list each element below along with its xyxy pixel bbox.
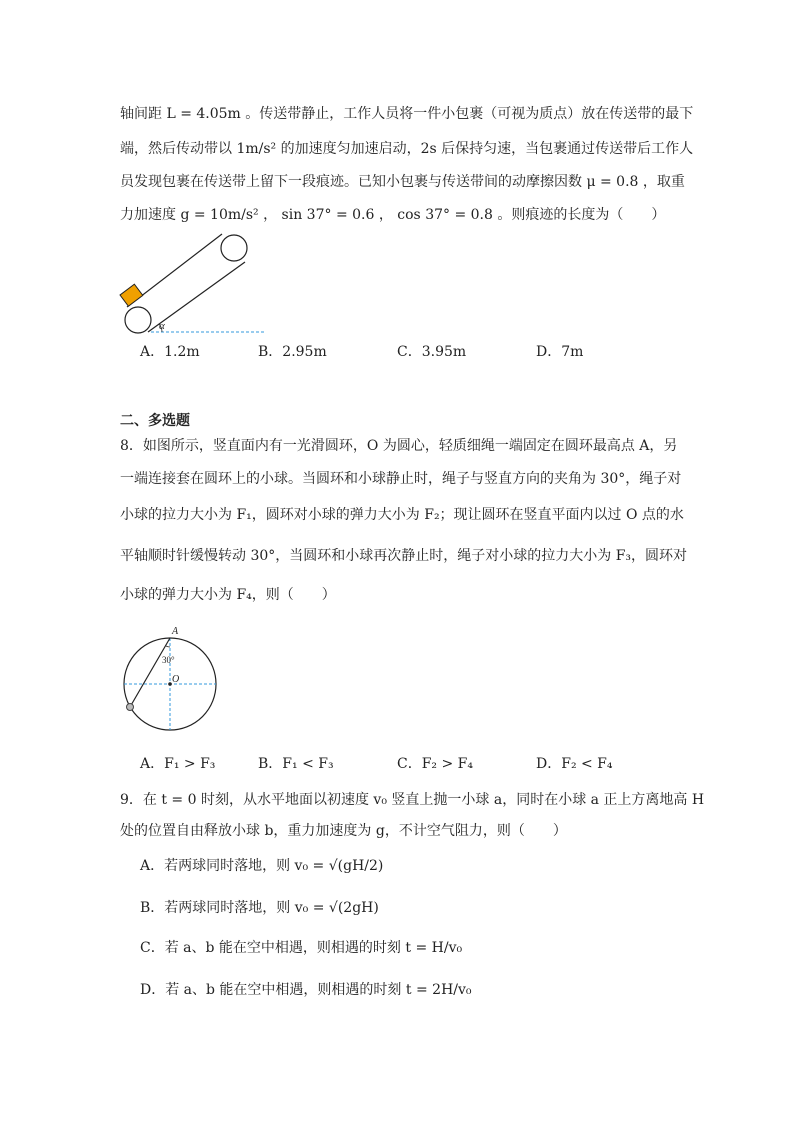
- q8-line-3: 小球的拉力大小为 F₁，圆环对小球的弹力大小为 F₂；现让圆环在竖直平面内以过 O 点的水: [120, 507, 684, 523]
- q7-option-d: D．7m: [536, 344, 584, 360]
- q9-option-d-text: D．若 a、b 能在空中相遇，则相遇的时刻 t =: [140, 982, 428, 998]
- angle-arc: [166, 646, 170, 647]
- q9-option-b-text: B．若两球同时落地，则 v₀ =: [140, 900, 325, 916]
- angle-alpha-label: α: [159, 320, 165, 332]
- lower-pulley: [125, 307, 151, 333]
- angle-30-label: 30°: [162, 655, 175, 665]
- q9-option-d-formula: 2H/v₀: [432, 982, 472, 998]
- q9-line-2: 处的位置自由释放小球 b，重力加速度为 g，不计空气阻力，则（ ）: [120, 823, 567, 839]
- q9-line-1: 9．在 t = 0 时刻，从水平地面以初速度 v₀ 竖直上抛一小球 a，同时在小球 a 正上方离地高 H: [120, 792, 705, 808]
- q9-option-c-formula: H/v₀: [431, 940, 463, 956]
- q9-option-c: [140, 938, 462, 958]
- q8-option-a: A．F₁ > F₃: [140, 756, 216, 772]
- center-o-label: O: [172, 674, 180, 685]
- q9-option-b: [140, 898, 379, 918]
- q7-option-c: C．3.95m: [397, 344, 467, 360]
- q9-option-a: [140, 856, 383, 876]
- q9-option-a-text: A．若两球同时落地，则 v₀ =: [140, 858, 325, 874]
- q7-line-1: 轴间距 L = 4.05m 。传送带静止，工作人员将一件小包裹（可视为质点）放在传送带的最下: [120, 106, 694, 122]
- q7-line-4: 力加速度 g = 10m/s² ， sin 37° = 0.6 ， cos 37° = 0.8 。则痕迹的长度为（ ）: [120, 207, 666, 223]
- package-box: [120, 284, 143, 306]
- q9-option-a-formula: √(gH/2): [328, 858, 384, 874]
- q9-option-c-text: C．若 a、b 能在空中相遇，则相遇的时刻 t =: [140, 940, 428, 956]
- ring-figure: [118, 622, 224, 734]
- q7-line-3: 员发现包裹在传送带上留下一段痕迹。已知小包裹与传送带间的动摩擦因数 μ = 0.8 ，取重: [120, 174, 685, 190]
- upper-pulley: [221, 235, 247, 261]
- section-title: 二、多选题: [120, 413, 190, 429]
- small-ball: [127, 704, 134, 711]
- q7-line-2: 端，然后传动带以 1m/s² 的加速度匀加速启动，2s 后保持匀速，当包裹通过传送带后工作人: [120, 141, 694, 157]
- q9-option-d: [140, 980, 472, 1000]
- q8-line-1: 8．如图所示，竖直面内有一光滑圆环，O 为圆心，轻质细绳一端固定在圆环最高点 A，另: [120, 438, 678, 454]
- q7-option-a: A．1.2m: [140, 344, 200, 360]
- q7-option-b: B．2.95m: [258, 344, 327, 360]
- rope: [130, 638, 170, 707]
- q9-option-b-formula: √(2gH): [328, 900, 379, 916]
- conveyor-belt-figure: [118, 228, 278, 338]
- point-a-label: A: [172, 626, 179, 637]
- q8-option-c: C．F₂ > F₄: [397, 756, 473, 772]
- q8-option-d: D．F₂ < F₄: [536, 756, 613, 772]
- q8-line-5: 小球的弹力大小为 F₄，则（ ）: [120, 587, 336, 603]
- q8-line-2: 一端连接套在圆环上的小球。当圆环和小球静止时，绳子与竖直方向的夹角为 30°，绳子对: [120, 471, 682, 487]
- q8-line-4: 平轴顺时针缓慢转动 30°，当圆环和小球再次静止时，绳子对小球的拉力大小为 F₃，圆环对: [120, 548, 688, 564]
- q8-option-b: B．F₁ < F₃: [258, 756, 334, 772]
